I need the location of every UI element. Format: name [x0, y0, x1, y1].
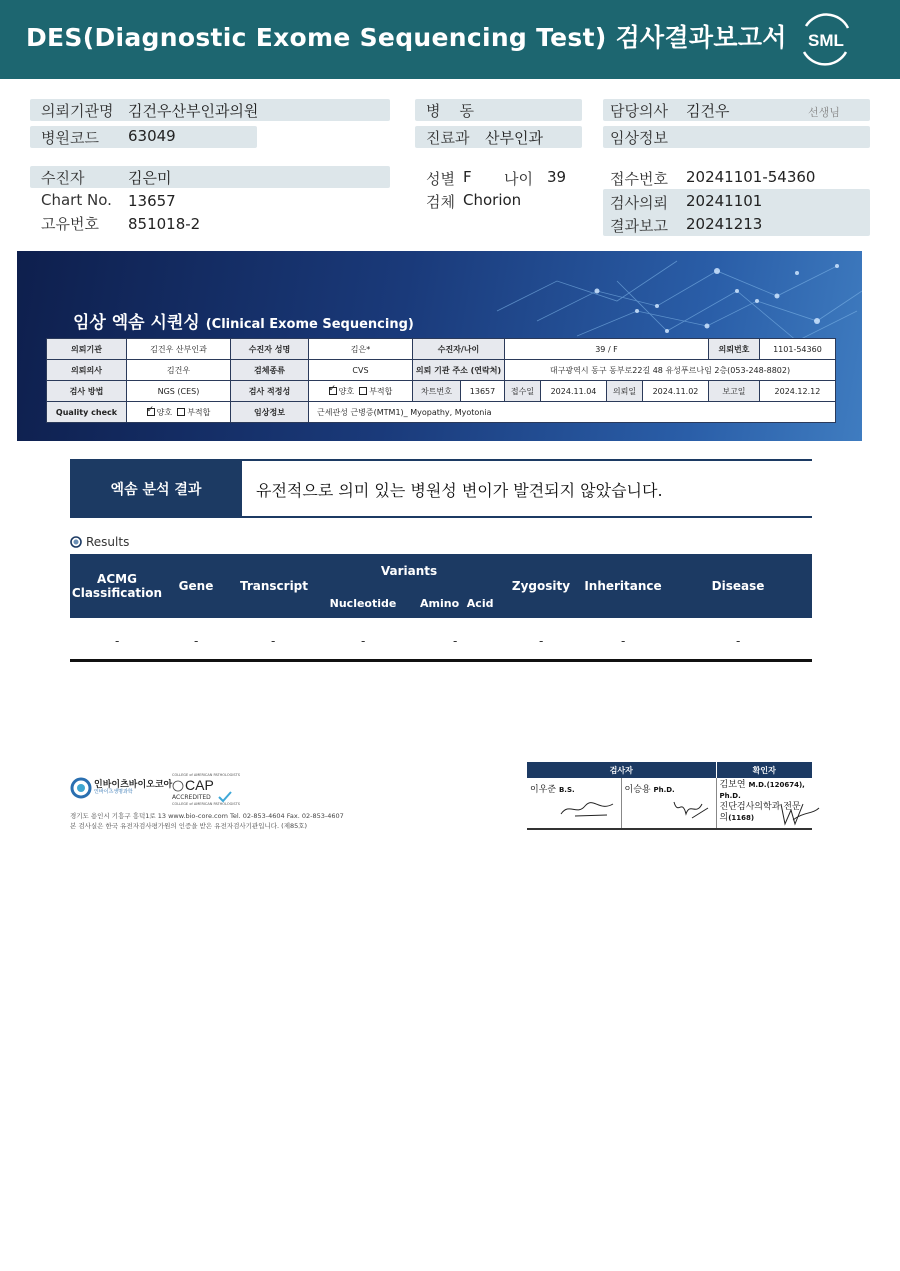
- tester2-name: 이승용: [624, 785, 651, 795]
- age-value: 39: [547, 168, 567, 186]
- age-label: 나이: [504, 170, 533, 188]
- cell-chart-v: 13657: [461, 381, 505, 402]
- report-title: DES(Diagnostic Exome Sequencing Test) 검사결과보고서: [26, 23, 787, 52]
- cap-top-text: COLLEGE of AMERICAN PATHOLOGISTS: [172, 773, 240, 777]
- patient-label: 수진자: [41, 169, 85, 187]
- dept-value: 산부인과: [485, 129, 543, 147]
- col-acmg-line2: Classification: [71, 586, 163, 600]
- report-date-label: 결과보고: [610, 217, 668, 235]
- cap-text: CAP: [185, 777, 214, 793]
- col-acmg-line1: ACMG: [97, 572, 137, 586]
- signature-table: [527, 762, 812, 830]
- company-name: 인바이츠바이오코아: [94, 780, 173, 790]
- cell-method-h: 검사 방법: [47, 381, 127, 402]
- reception-label: 접수번호: [610, 170, 668, 188]
- cell-suit-v: [309, 381, 413, 402]
- confirmer-signature: [773, 800, 823, 828]
- col-inheritance: Inheritance: [584, 579, 662, 593]
- qc-bad-check-icon: [177, 408, 185, 416]
- sex-label: 성별: [426, 170, 455, 188]
- cell-nucleotide: -: [361, 634, 366, 648]
- report-date-value: 20241213: [686, 215, 763, 233]
- report-header: [0, 0, 900, 79]
- doctor-suffix: 선생님: [808, 106, 840, 119]
- col-gene: Gene: [178, 579, 214, 593]
- checkbox-good-icon: [329, 387, 337, 395]
- results-table-header: [70, 554, 812, 618]
- col-amino: Amino Acid: [420, 597, 494, 610]
- unique-value: 851018-2: [128, 215, 201, 233]
- request-info-table: [46, 338, 836, 423]
- request-value: 20241101: [686, 192, 763, 210]
- unique-label: 고유번호: [41, 215, 99, 233]
- cell-spec-v: CVS: [309, 360, 413, 381]
- cell-inheritance: -: [621, 634, 626, 648]
- cap-accredited-logo: [172, 773, 240, 807]
- summary-text: 유전적으로 의미 있는 병원성 변이가 발견되지 않았습니다.: [256, 481, 663, 500]
- cell-rep-h: 보고일: [709, 381, 760, 402]
- patient-value: 김은미: [128, 169, 172, 187]
- col-zygosity: Zygosity: [511, 579, 571, 593]
- cell-transcript: -: [271, 634, 276, 648]
- cell-amino: -: [453, 634, 458, 648]
- tester1-name: 이우준: [530, 785, 557, 795]
- org-label: 의뢰기관명: [41, 102, 114, 120]
- code-label: 병원코드: [41, 129, 99, 147]
- col-disease: Disease: [711, 579, 765, 593]
- footer-notice: 본 검사실은 한국 유전자검사평가원의 인증을 받은 유전자검사기관입니다. (제85호): [70, 822, 308, 830]
- cell-reqno-v: 1101-54360: [759, 339, 835, 360]
- cell-gene: -: [194, 634, 199, 648]
- cell-org-v: 김건우 산부인과: [127, 339, 231, 360]
- confirmer-title: 진단검사의학과 전문의: [719, 802, 801, 823]
- cell-reqd-v: 2024.11.02: [643, 381, 709, 402]
- col-acmg: [70, 572, 164, 600]
- specimen-label: 검체: [426, 193, 455, 211]
- chart-label: Chart No.: [41, 191, 112, 209]
- cell-reqd-h: 의뢰일: [607, 381, 643, 402]
- cell-org-h: 의뢰기관: [47, 339, 127, 360]
- doctor-label: 담당의사: [610, 102, 668, 120]
- cell-clin-h: 임상정보: [231, 402, 309, 423]
- cap-bottom-text: COLLEGE of AMERICAN PATHOLOGISTS: [172, 802, 240, 806]
- cell-disease: -: [736, 634, 741, 648]
- sml-logo: [796, 12, 856, 66]
- qc-good-check-icon: [147, 408, 155, 416]
- company-logo-icon: [70, 777, 92, 799]
- footer-text: [70, 811, 344, 831]
- doctor-value: 김건우: [686, 102, 730, 120]
- results-bullet-icon: [70, 536, 82, 548]
- cell-spec-h: 검체종류: [231, 360, 309, 381]
- confirmer-degree: M.D.(120674), Ph.D.: [719, 781, 805, 800]
- cell-method-v: NGS (CES): [127, 381, 231, 402]
- cell-chart-h: 차트번호: [413, 381, 461, 402]
- tester1-degree: B.S.: [558, 786, 575, 794]
- banner-subtitle: (Clinical Exome Sequencing): [205, 317, 414, 332]
- cell-rep-v: 2024.12.12: [759, 381, 835, 402]
- tester2-signature: [668, 796, 712, 822]
- results-bottom-rule: [70, 659, 812, 662]
- banner-title: 임상 엑솜 시퀀싱: [73, 313, 200, 333]
- ward-label: 병 동: [426, 102, 475, 120]
- cell-qc-v: [127, 402, 231, 423]
- cell-recv-h: 접수일: [505, 381, 541, 402]
- tester1-signature: [557, 798, 617, 820]
- col-nucleotide: Nucleotide: [329, 597, 397, 610]
- cell-page-h: 수진자/나이: [413, 339, 505, 360]
- code-value: 63049: [128, 127, 176, 145]
- dept-label: 진료과: [426, 129, 470, 147]
- checkbox-bad-icon: [359, 387, 367, 395]
- cell-suit-h: 검사 적정성: [231, 381, 309, 402]
- suit-good-label: 양호: [338, 386, 355, 396]
- cell-qc-h: Quality check: [47, 402, 127, 423]
- specimen-value: Chorion: [463, 191, 522, 209]
- suit-bad-label: 부적합: [369, 386, 393, 396]
- tester2-degree: Ph.D.: [653, 786, 675, 794]
- cell-doc-v: 김건우: [127, 360, 231, 381]
- summary-label: 엑솜 분석 결과: [70, 460, 242, 517]
- signature-tester-1: [527, 778, 621, 829]
- tester-header: 검사자: [527, 762, 716, 778]
- chart-value: 13657: [128, 192, 176, 210]
- cell-page-v: 39 / F: [505, 339, 709, 360]
- footer-address: 경기도 용인시 기흥구 흥덕1로 13 www.bio-core.com Tel. 02-853-4604 Fax. 02-853-4607: [70, 812, 344, 820]
- signature-confirmer: [716, 778, 812, 829]
- cell-pname-h: 수진자 성명: [231, 339, 309, 360]
- cap-seal-icon: [172, 779, 184, 793]
- qc-good-label: 양호: [156, 407, 173, 417]
- cell-clin-v: 근세관성 근병증(MTM1)_ Myopathy, Myotonia: [309, 402, 836, 423]
- sml-logo-text: SML: [808, 31, 844, 50]
- cell-zygosity: -: [539, 634, 544, 648]
- qc-bad-label: 부적합: [187, 407, 211, 417]
- cell-recv-v: 2024.11.04: [541, 381, 607, 402]
- confirmer-license: (1168): [728, 814, 755, 822]
- col-variants: Variants: [380, 564, 438, 578]
- request-label: 검사의뢰: [610, 194, 668, 212]
- results-label: Results: [86, 535, 130, 549]
- org-value: 김건우산부인과의원: [128, 102, 259, 120]
- clinical-label: 임상정보: [610, 129, 668, 147]
- company-subname: 인바이츠생명과학: [94, 789, 133, 795]
- cell-doc-h: 의뢰의사: [47, 360, 127, 381]
- confirmer-name: 김보연: [719, 780, 746, 790]
- cell-addr-h: 의뢰 기관 주소 (연락처): [413, 360, 505, 381]
- reception-value: 20241101-54360: [686, 168, 816, 186]
- confirmer-header: 확인자: [716, 762, 812, 778]
- ces-banner: [17, 251, 862, 441]
- cell-acmg: -: [115, 634, 120, 648]
- col-transcript: Transcript: [239, 579, 309, 593]
- signature-tester-2: [621, 778, 716, 829]
- cell-pname-v: 김은*: [309, 339, 413, 360]
- cell-addr-v: 대구광역시 동구 동부로22길 48 유성푸르나임 2층(053-248-8802): [505, 360, 836, 381]
- sex-value: F: [463, 168, 472, 186]
- cell-reqno-h: 의뢰번호: [709, 339, 760, 360]
- cap-accredited-text: ACCREDITED: [172, 794, 211, 801]
